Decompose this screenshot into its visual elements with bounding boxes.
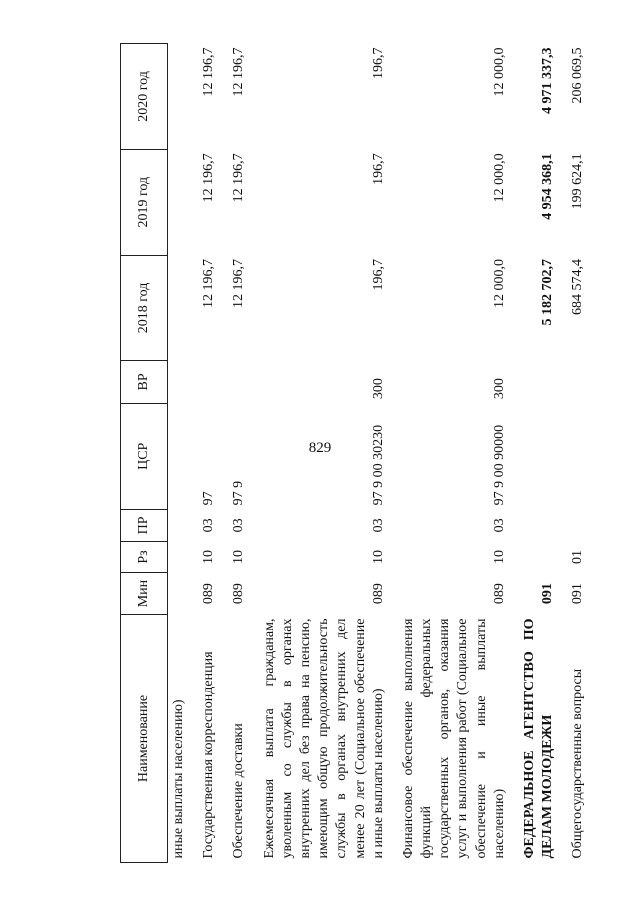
row-name: иные выплаты населению)	[171, 698, 186, 858]
row-2020: 12 196,7	[231, 47, 247, 96]
header-pr: ПР	[121, 509, 168, 541]
row-min: 089	[491, 582, 507, 604]
row-csr	[515, 403, 563, 509]
row-pr	[515, 509, 563, 541]
row-2020: 206 069,5	[570, 47, 586, 103]
row-min: 091	[540, 582, 556, 604]
row-rz: 10	[201, 549, 217, 564]
row-name: Финансовое обеспечение выполнения функций федеральных государственных органов, оказания услуг и выполнения работ (Социальное обеспечение и иные выплаты населению)	[400, 618, 507, 858]
header-csr: ЦСР	[121, 403, 168, 509]
row-2019: 199 624,1	[570, 152, 586, 209]
row-2019	[168, 149, 195, 255]
row-csr	[168, 403, 195, 509]
header-name: Наименование	[121, 614, 168, 862]
row-2020: 12 000,0	[491, 47, 507, 96]
header-2019: 2019 год	[121, 149, 168, 255]
row-2019: 196,7	[370, 152, 386, 185]
row-min: 089	[370, 582, 386, 604]
header-row	[121, 43, 168, 862]
row-vr: 300	[370, 377, 386, 399]
row-rz: 10	[370, 549, 386, 564]
row-2020	[168, 43, 195, 149]
row-2020: 12 196,7	[201, 47, 217, 96]
row-pr: 03	[201, 517, 217, 532]
row-name: Ежемесячная выплата гражданам, уволенным со службы в органах внутренних дел без права на пенсию, имеющим общую продолжительность службы в органах внутренних дел менее 20 лет (Социальное обеспечение и иные выплаты населению)	[261, 618, 386, 858]
row-pr: 03	[491, 517, 507, 532]
row-name: Государственная корреспонденция	[201, 650, 217, 858]
row-pr	[563, 509, 593, 541]
row-2019: 12 000,0	[491, 152, 507, 202]
row-2018: 196,7	[370, 258, 386, 291]
row-min	[168, 572, 195, 614]
table-row	[255, 43, 394, 862]
row-2019: 12 196,7	[201, 152, 217, 202]
row-vr	[563, 360, 593, 402]
row-2020: 196,7	[370, 47, 386, 79]
row-rz: 01	[570, 549, 586, 564]
budget-table	[120, 43, 594, 863]
row-vr: 300	[491, 377, 507, 399]
header-2020: 2020 год	[121, 43, 168, 149]
row-2018: 12 196,7	[201, 258, 217, 308]
row-2018: 12 000,0	[491, 258, 507, 308]
table-row	[168, 43, 195, 862]
header-min: Мин	[121, 572, 168, 614]
row-pr: 03	[231, 517, 247, 532]
row-2019: 12 196,7	[231, 152, 247, 202]
row-name: Обеспечение доставки	[231, 722, 247, 858]
row-csr: 97 9 00 30230	[370, 424, 386, 505]
row-csr: 97 9 00 90000	[491, 424, 507, 505]
header-2018: 2018 год	[121, 255, 168, 361]
row-min: 091	[570, 582, 586, 604]
table-row	[515, 43, 563, 862]
table-row	[224, 43, 254, 862]
row-pr	[168, 509, 195, 541]
row-vr	[194, 360, 224, 402]
rotated-page	[120, 43, 640, 863]
row-min: 089	[231, 582, 247, 604]
row-rz: 10	[231, 549, 247, 564]
row-csr: 97 9	[231, 480, 247, 505]
row-2018: 12 196,7	[231, 258, 247, 308]
row-rz: 10	[491, 549, 507, 564]
row-2018: 5 182 702,7	[540, 258, 556, 326]
header-vr: ВР	[121, 360, 168, 402]
row-vr	[168, 360, 195, 402]
table-row	[563, 43, 593, 862]
row-pr: 03	[370, 517, 386, 532]
row-2018	[168, 255, 195, 361]
row-min: 089	[201, 582, 217, 604]
table-row	[394, 43, 515, 862]
row-csr: 97	[201, 490, 217, 505]
row-2018: 684 574,4	[570, 258, 586, 315]
table-row	[194, 43, 224, 862]
header-rz: Рз	[121, 541, 168, 572]
page-number: 829	[308, 440, 332, 456]
row-name: Общегосударственные вопросы	[570, 668, 586, 858]
row-vr	[224, 360, 254, 402]
row-rz	[515, 541, 563, 572]
row-rz	[168, 541, 195, 572]
row-2019: 4 954 368,1	[540, 152, 556, 220]
row-name: ФЕДЕРАЛЬНОЕ АГЕНТСТВО ПО ДЕЛАМ МОЛОДЕЖИ	[522, 618, 556, 858]
row-vr	[515, 360, 563, 402]
row-2020: 4 971 337,3	[540, 47, 556, 114]
row-csr	[563, 403, 593, 509]
